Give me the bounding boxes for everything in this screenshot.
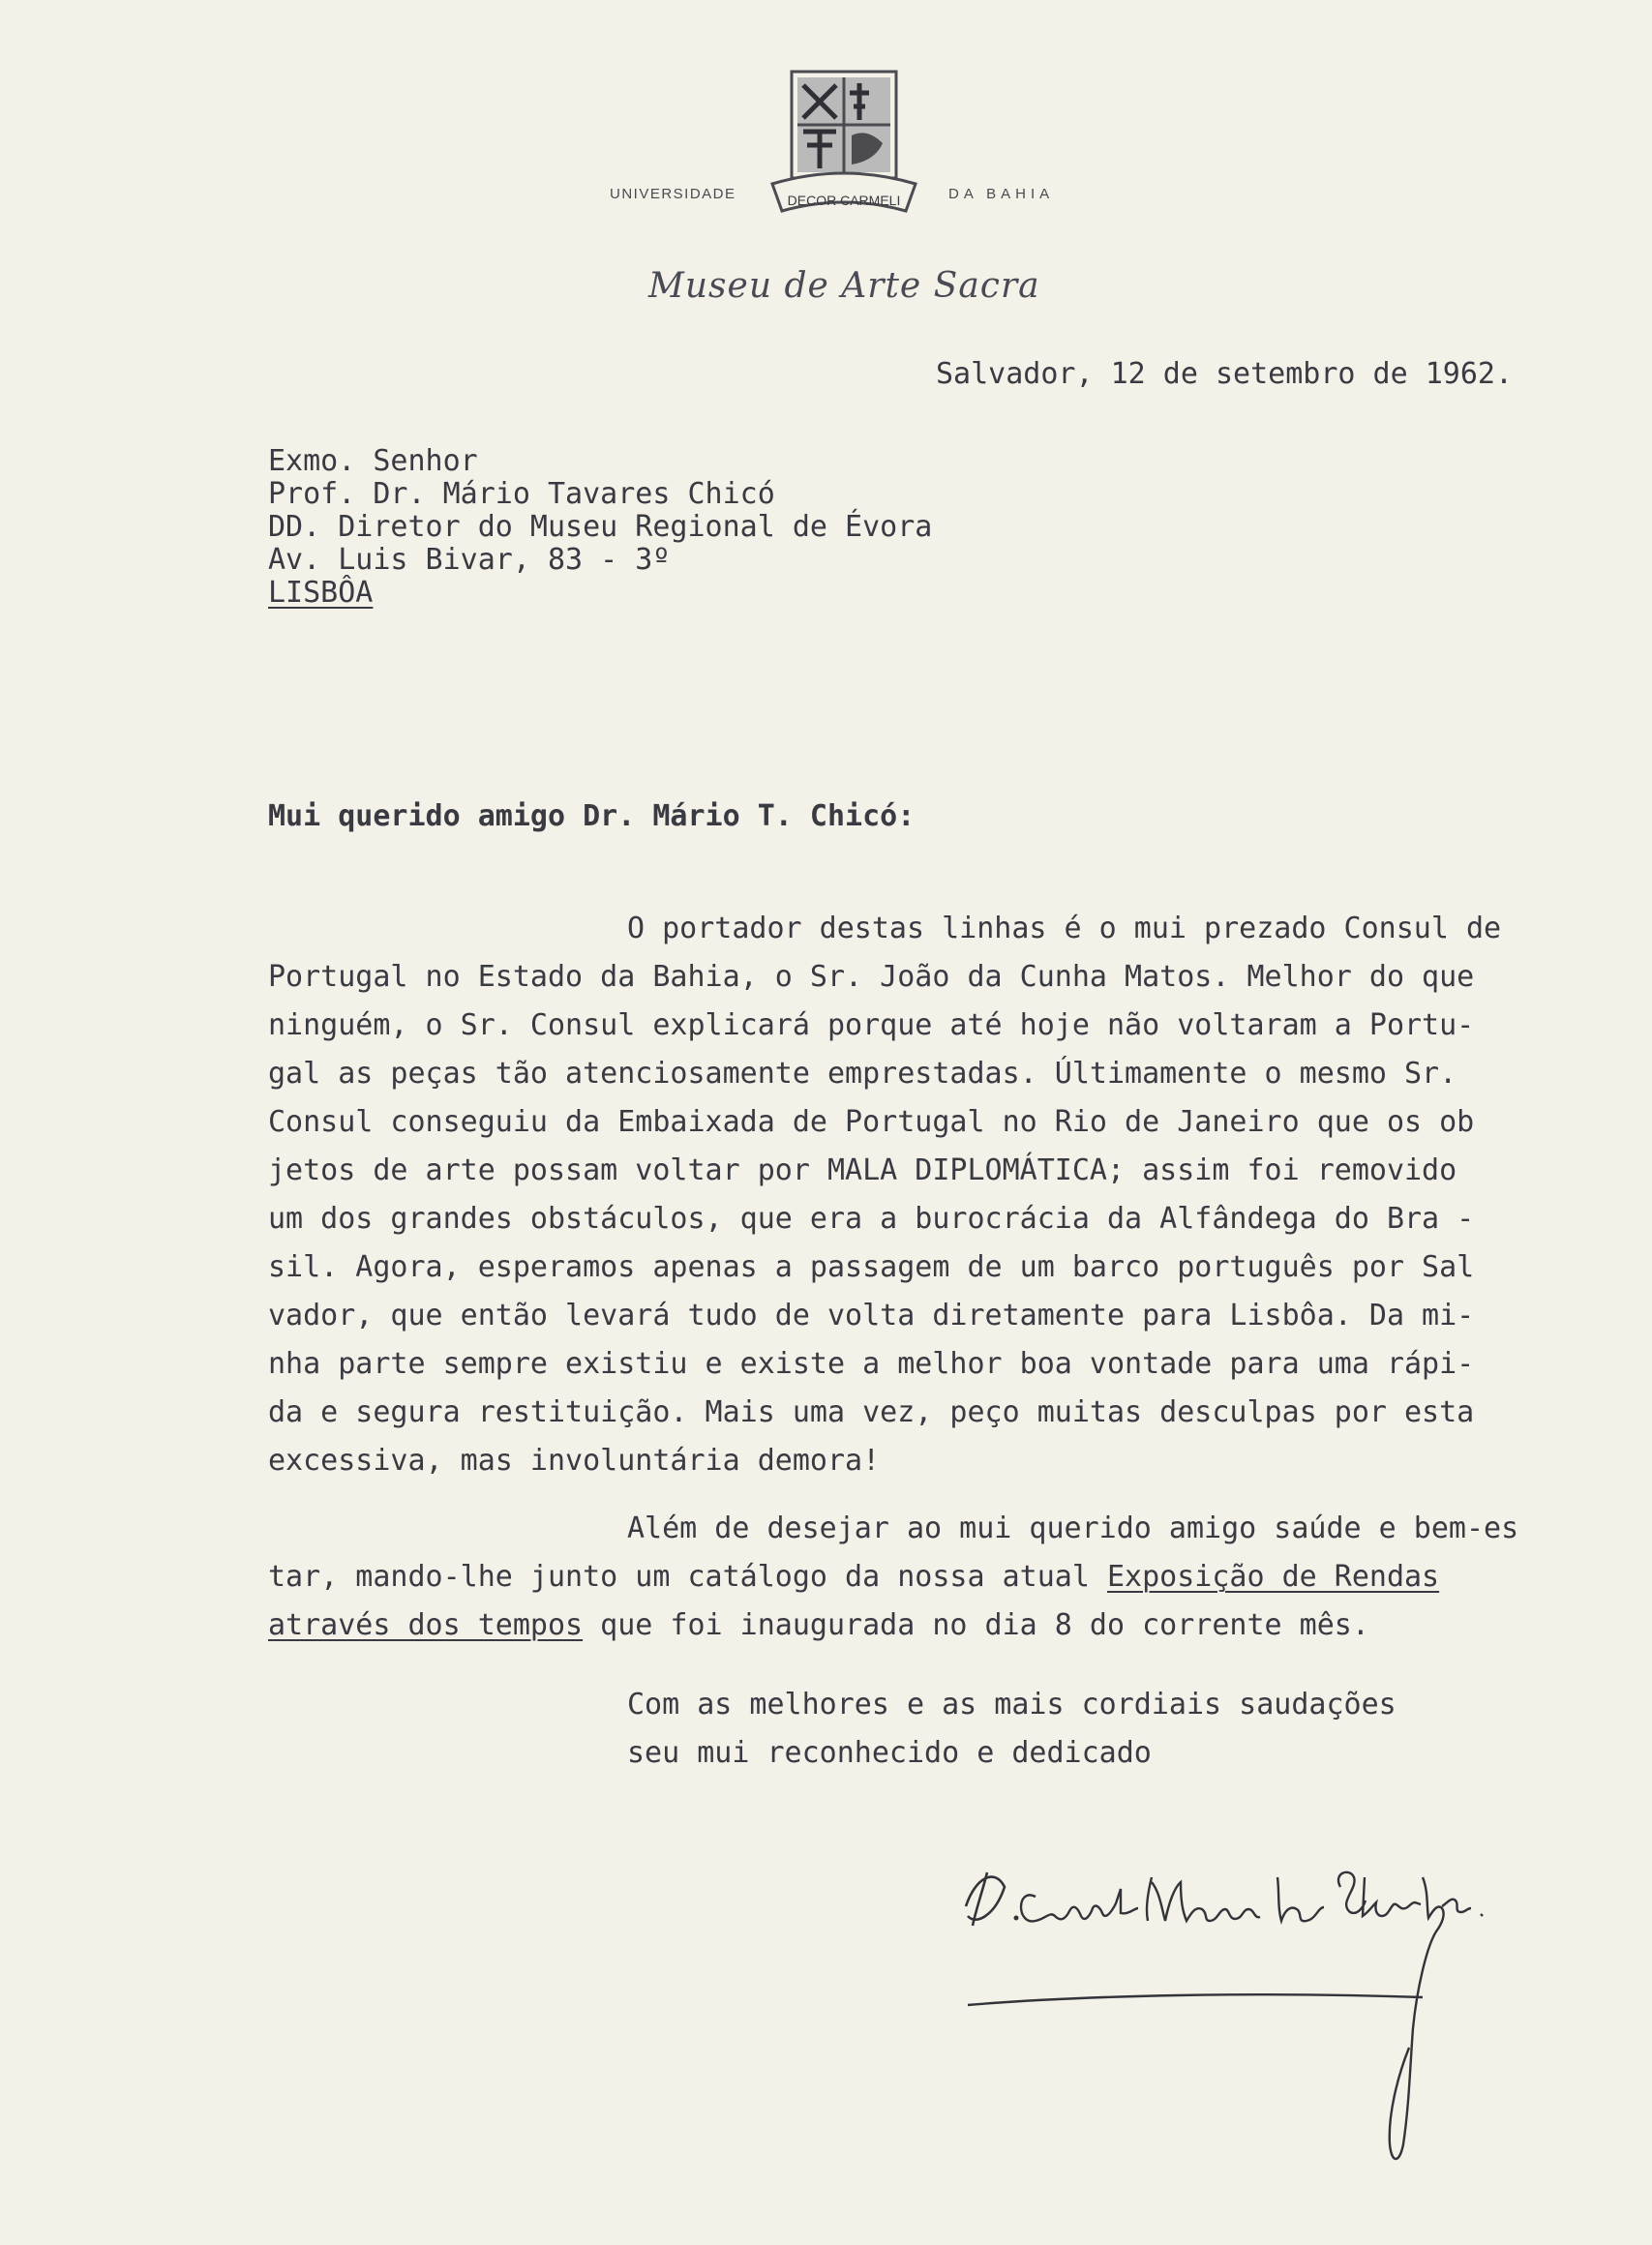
body-line — [268, 1609, 1369, 1642]
body-line: O portador destas linhas é o mui prezado Consul de — [627, 912, 1502, 945]
exhibition-title-part1: Exposição de Rendas — [1106, 1560, 1440, 1594]
body-line — [268, 1561, 1439, 1594]
body-line: ninguém, o Sr. Consul explicará porque até hoje não voltaram a Portu- — [268, 1008, 1475, 1042]
handwritten-signature — [958, 1839, 1519, 2187]
crest-motto: DECOR CARMELI — [787, 193, 901, 208]
closing-line: Com as melhores e as mais cordiais saudações — [627, 1688, 1397, 1721]
recipient-city: LISBÔA — [268, 576, 374, 610]
body-line: vador, que então levará tudo de volta diretamente para Lisbôa. Da mi- — [268, 1299, 1475, 1332]
body-line: excessiva, mas involuntária demora! — [268, 1444, 881, 1478]
body-line: Além de desejar ao mui querido amigo saúde e bem-es — [627, 1512, 1519, 1545]
recipient-line: Prof. Dr. Mário Tavares Chicó — [268, 477, 775, 511]
letterhead-museum-name: Museu de Arte Sacra — [648, 266, 1040, 306]
body-text: que foi inaugurada no dia 8 do corrente mês. — [583, 1608, 1369, 1642]
body-line: da e segura restituição. Mais uma vez, peço muitas desculpas por esta — [268, 1395, 1475, 1429]
body-line: Portugal no Estado da Bahia, o Sr. João da Cunha Matos. Melhor do que — [268, 960, 1475, 994]
letterhead-university-right: DA BAHIA — [948, 186, 1055, 202]
body-text: tar, mando-lhe junto um catálogo da nossa atual — [268, 1560, 1107, 1594]
exhibition-title-part2: através dos tempos — [268, 1608, 584, 1642]
recipient-line: Av. Luis Bivar, 83 - 3º — [268, 543, 671, 577]
salutation: Mui querido amigo Dr. Mário T. Chicó: — [268, 799, 916, 833]
date-line: Salvador, 12 de setembro de 1962. — [936, 357, 1514, 391]
body-line: gal as peças tão atenciosamente emprestadas. Últimamente o mesmo Sr. — [268, 1057, 1457, 1091]
university-crest-icon — [763, 68, 925, 230]
recipient-line: DD. Diretor do Museu Regional de Évora — [268, 510, 933, 544]
recipient-line: Exmo. Senhor — [268, 444, 478, 478]
body-line: sil. Agora, esperamos apenas a passagem de um barco português por Sal — [268, 1250, 1475, 1284]
body-line: um dos grandes obstáculos, que era a burocrácia da Alfândega do Bra - — [268, 1202, 1475, 1236]
letterhead-university-left: UNIVERSIDADE — [610, 186, 736, 202]
body-line: jetos de arte possam voltar por MALA DIPLOMÁTICA; assim foi removido — [268, 1153, 1457, 1187]
body-line: Consul conseguiu da Embaixada de Portugal no Rio de Janeiro que os ob — [268, 1105, 1475, 1139]
body-line: nha parte sempre existiu e existe a melhor boa vontade para uma rápi- — [268, 1347, 1475, 1381]
closing-line: seu mui reconhecido e dedicado — [627, 1736, 1152, 1770]
